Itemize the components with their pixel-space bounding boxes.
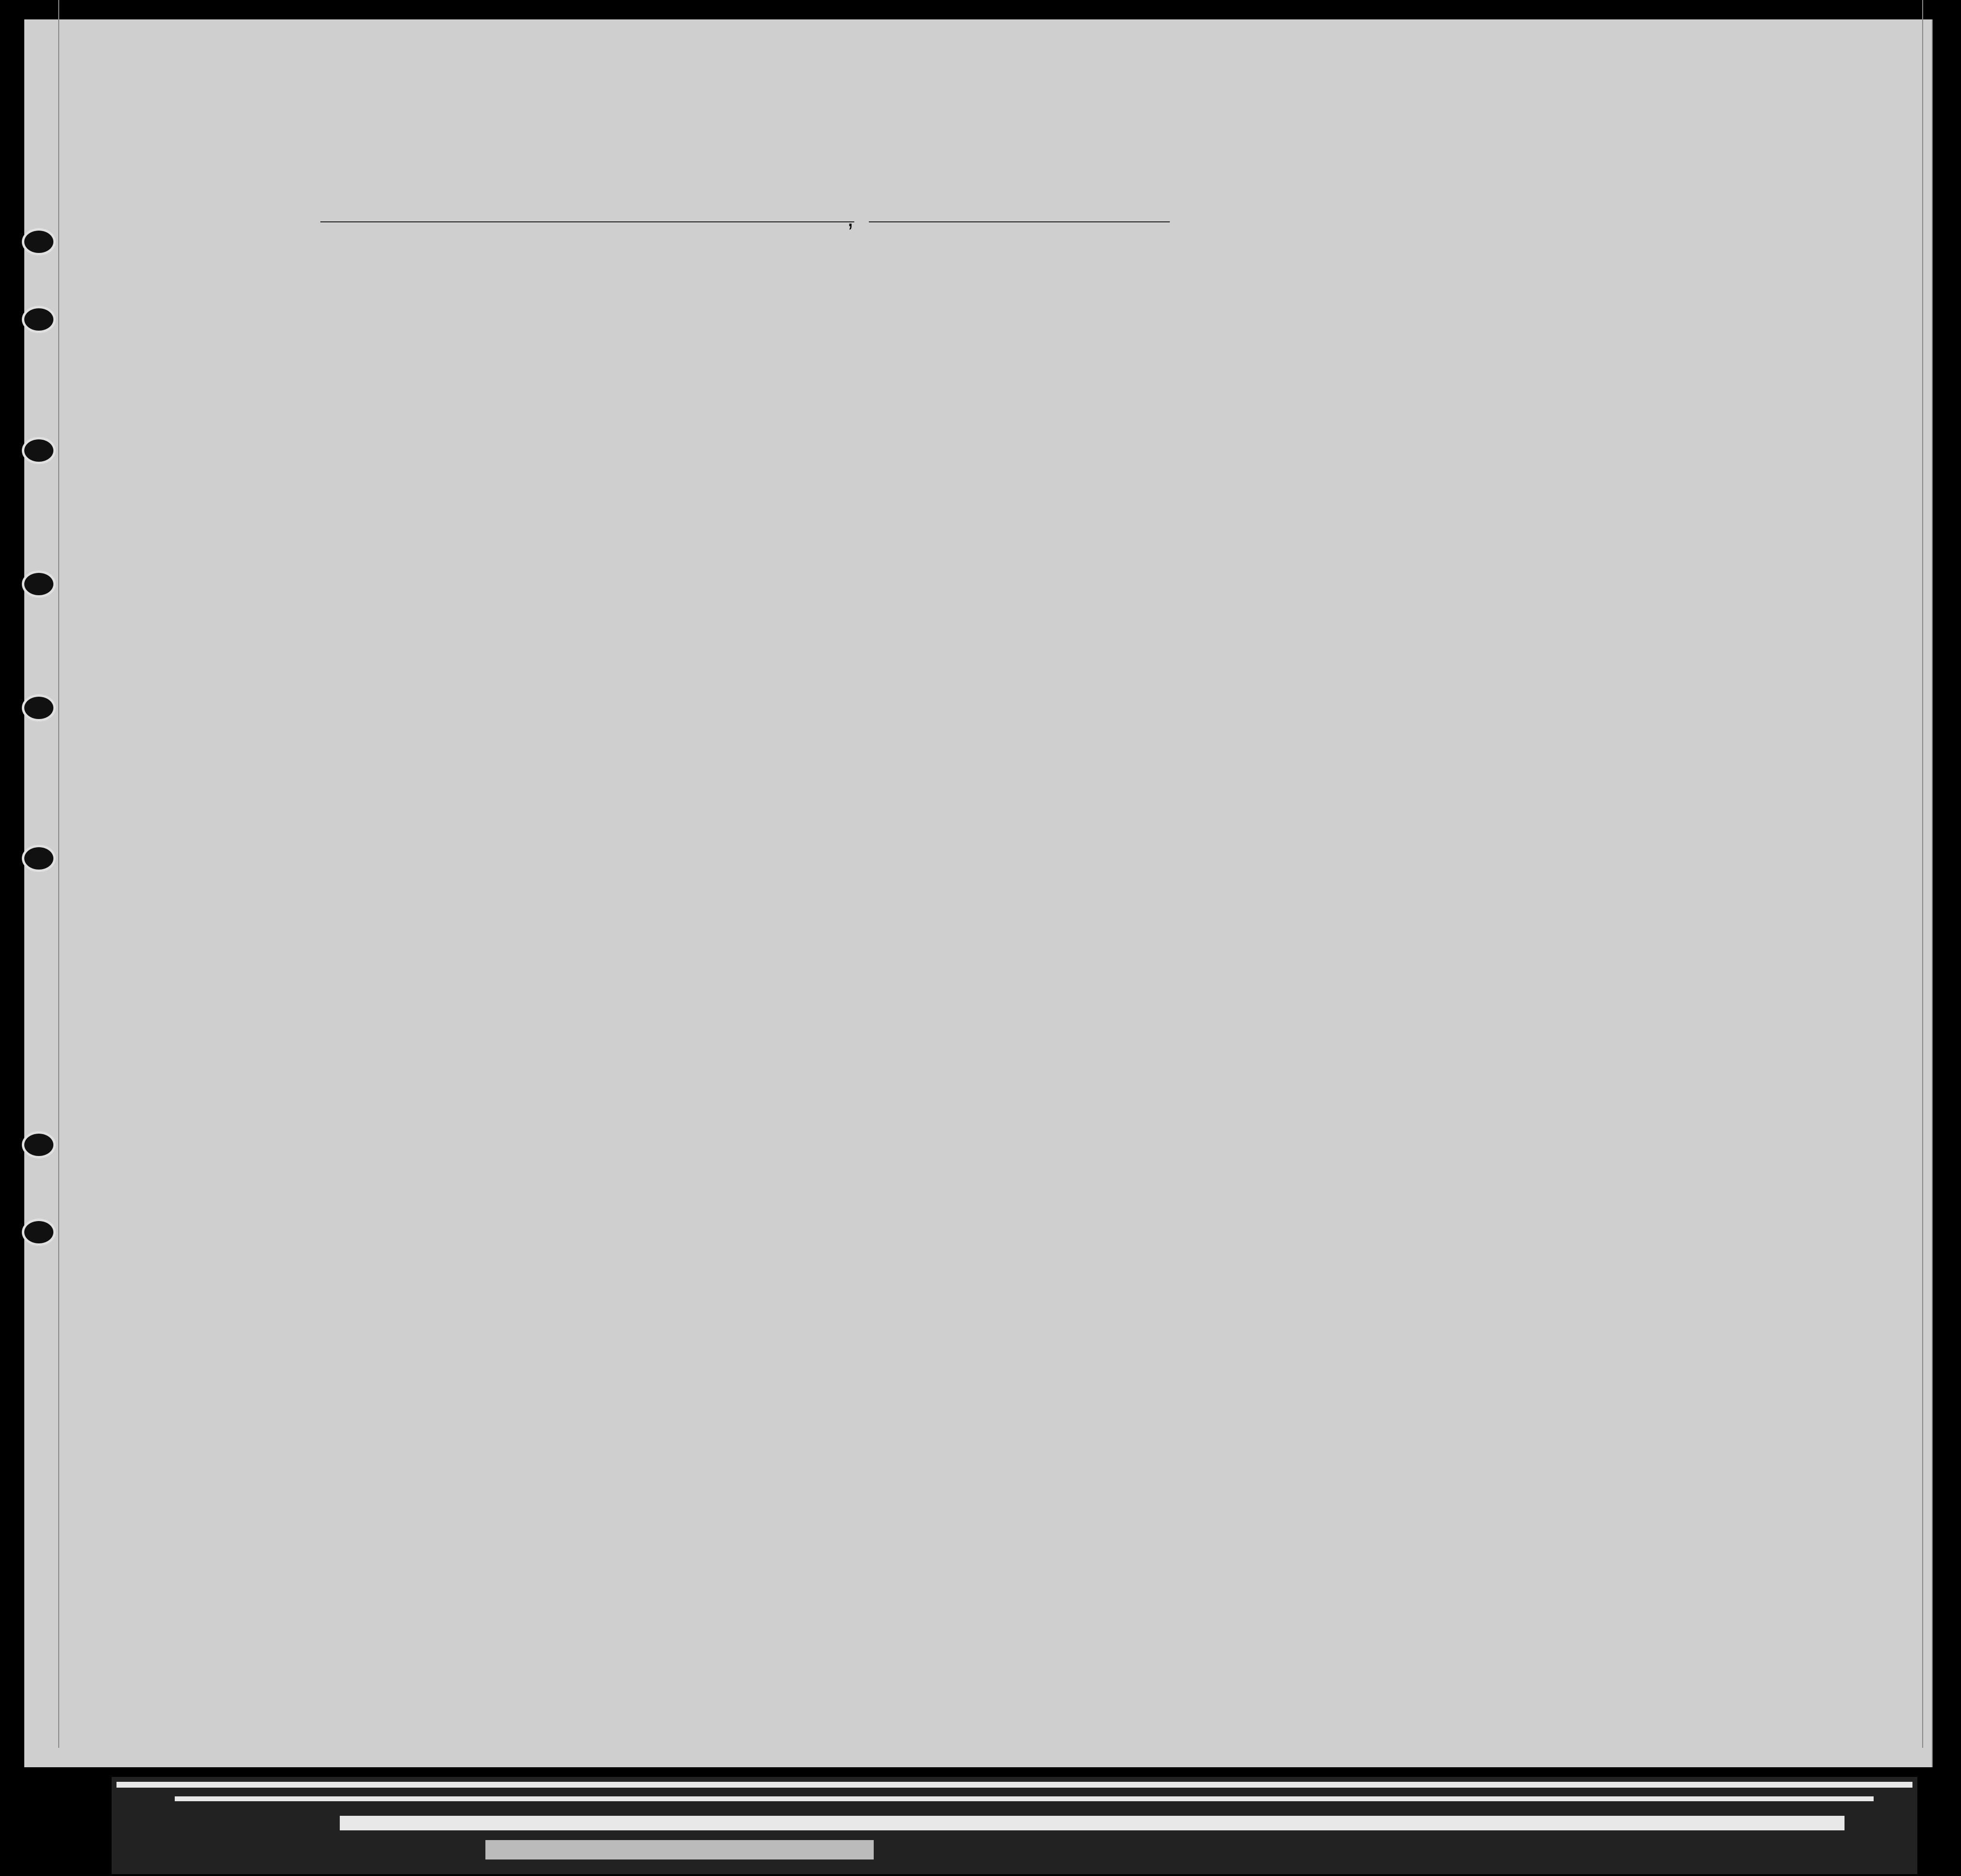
page-edge-strip	[485, 1840, 874, 1859]
separator: ,	[847, 204, 854, 232]
page-edge-strip	[340, 1816, 1845, 1830]
page-edge-strip	[175, 1796, 1874, 1801]
page-edge-strip	[116, 1782, 1912, 1788]
